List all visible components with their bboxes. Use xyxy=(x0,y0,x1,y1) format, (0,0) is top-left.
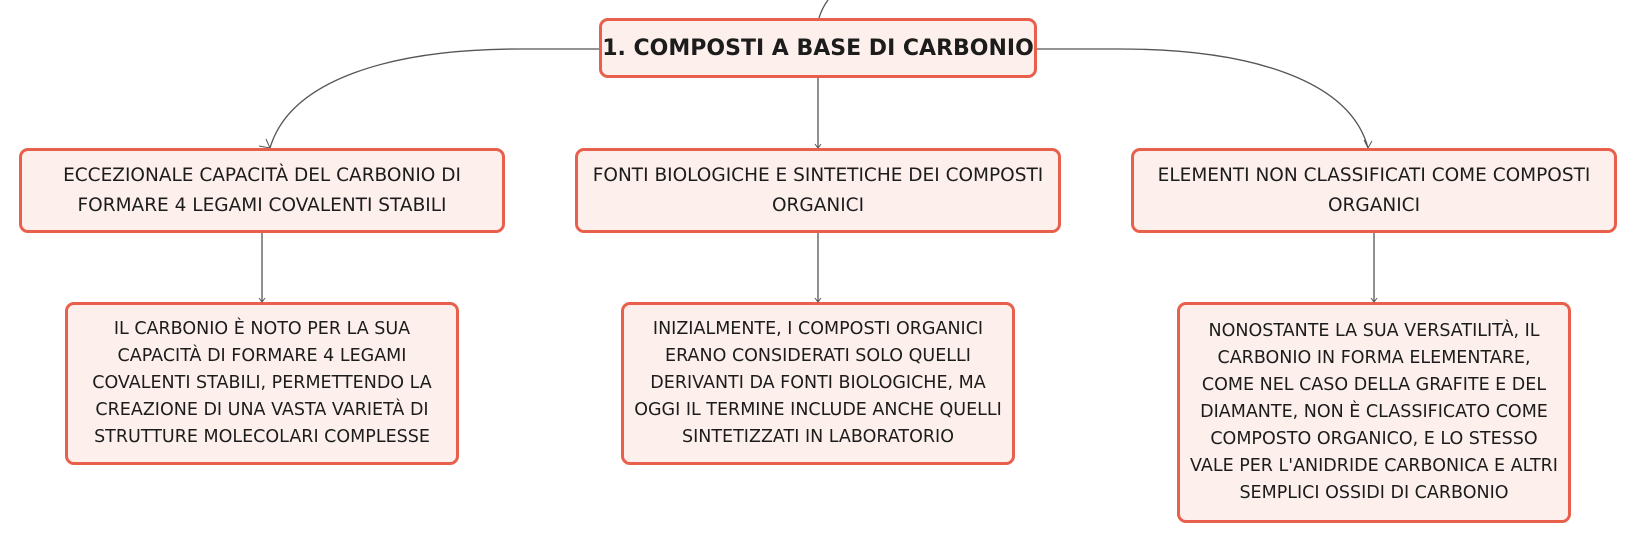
branch-node-label: FONTI BIOLOGICHE E SINTETICHE DEI COMPOSTI ORGANICI xyxy=(592,164,1044,216)
detail-node-text: NONOSTANTE LA SUA VERSATILITÀ, IL CARBONIO IN FORMA ELEMENTARE, COME NEL CASO DELLA GRAFITE E DEL DIAMANTE, NON È CLASSIFICATO COME COMPOSTO ORGANICO, E LO STESSO VALE PER L'ANIDRIDE CARBONICA E ALTRI SEMPLICI OSSIDI DI CARBONIO xyxy=(1190,321,1558,503)
connector-root-to-branch-1 xyxy=(270,49,599,148)
root-node-label: 1. COMPOSTI A BASE DI CARBONIO xyxy=(602,35,1034,61)
branch-node-sources[interactable] xyxy=(575,148,1061,233)
detail-node-text: INIZIALMENTE, I COMPOSTI ORGANICI ERANO CONSIDERATI SOLO QUELLI DERIVANTI DA FONTI BIOLOGICHE, MA OGGI IL TERMINE INCLUDE ANCHE QUELLI SINTETIZZATI IN LABORATORIO xyxy=(634,319,1002,447)
branch-node-label: ECCEZIONALE CAPACITÀ DEL CARBONIO DI FORMARE 4 LEGAMI COVALENTI STABILI xyxy=(63,164,461,216)
branch-node-carbon-bonds[interactable] xyxy=(19,148,505,233)
detail-node-text: IL CARBONIO È NOTO PER LA SUA CAPACITÀ DI FORMARE 4 LEGAMI COVALENTI STABILI, PERMETTENDO LA CREAZIONE DI UNA VASTA VARIETÀ DI STRUTTURE MOLECOLARI COMPLESSE xyxy=(92,319,432,447)
detail-node-carbon-bonds[interactable] xyxy=(65,302,459,465)
root-node[interactable] xyxy=(599,18,1037,78)
branch-node-label: ELEMENTI NON CLASSIFICATI COME COMPOSTI ORGANICI xyxy=(1157,164,1591,216)
detail-node-non-organic[interactable] xyxy=(1177,302,1571,523)
connector-root-to-branch-3 xyxy=(1037,49,1368,148)
detail-node-sources[interactable] xyxy=(621,302,1015,465)
branch-node-non-organic[interactable] xyxy=(1131,148,1617,233)
parent-connector-line xyxy=(819,0,828,18)
arrowhead-branch-1 xyxy=(259,139,270,148)
